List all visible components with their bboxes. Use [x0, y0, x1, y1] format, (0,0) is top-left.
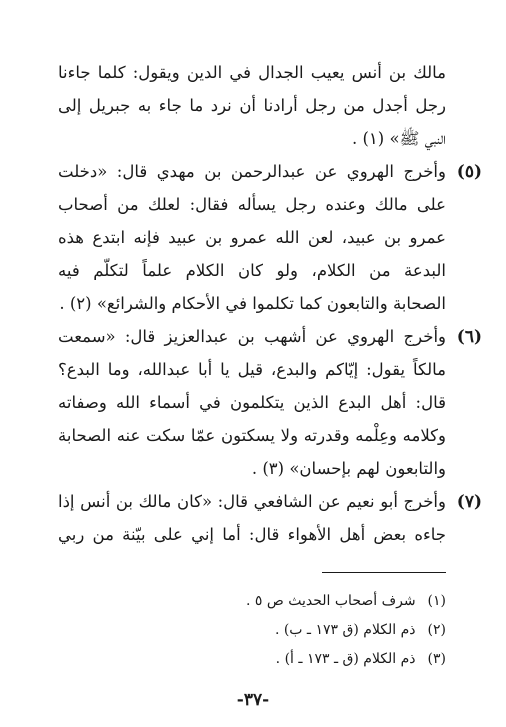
- footnote-separator: [322, 572, 446, 573]
- footnote: [58, 647, 446, 671]
- body-text-line: قال: أهل البدع الذين يتكلمون في أسماء الله وصفاته: [58, 393, 446, 412]
- body-text-line: وأخرج أبو نعيم عن الشافعي قال: «كان مالك بن أنس إذا: [58, 492, 446, 511]
- footnote: [58, 589, 446, 613]
- body-text-line: وكلامه وعِلْمه وقدرته ولا يسكتون عمّا سكت عنه الصحابة: [58, 426, 446, 445]
- body-text-line: البدعة من الكلام، ولو كان الكلام علماً لتكلّم فيه: [58, 261, 446, 280]
- body-text-line: رجل أجدل من رجل أرادنا أن نرد ما جاء به جبريل إلى: [58, 96, 446, 115]
- body-text-line: والتابعون لهم بإحسان» (٣) .: [251, 459, 446, 478]
- body-text-line: النبي ﷺ» (١) .: [351, 129, 446, 148]
- footnote-number: (٣): [427, 651, 446, 667]
- paragraph-number: (٧): [456, 492, 482, 512]
- body-text-line: على مالك وعنده رجل يسأله فقال: لعلك من أصحاب: [58, 195, 446, 214]
- body-text-line: جاءه بعض أهل الأهواء قال: أما إني على بيّنة من ربي: [58, 525, 446, 544]
- footnote-number: (١): [427, 593, 446, 609]
- body-text-line: الصحابة والتابعون كما تكلموا في الأحكام والشرائع» (٢) .: [59, 294, 446, 313]
- footnote-number: (٢): [427, 622, 446, 638]
- footnote-text: شرف أصحاب الحديث ص ٥ .: [245, 593, 416, 609]
- footnote-text: ذم الكلام (ق ١٧٣ ـ ب) .: [274, 622, 416, 638]
- body-text-line: وأخرج الهروي عن عبدالرحمن بن مهدي قال: «دخلت: [58, 162, 446, 181]
- body-text-line: وأخرج الهروي عن أشهب بن عبدالعزيز قال: «سمعت: [58, 327, 446, 346]
- paragraph-number: (٦): [456, 327, 482, 347]
- page-number: -٣٧-: [236, 690, 270, 710]
- footnote: [58, 618, 446, 642]
- body-text-line: مالكاً يقول: إيّاكم والبدع، قيل يا أبا عبدالله، وما البدع؟: [58, 360, 446, 379]
- body-text-line: مالك بن أنس يعيب الجدال في الدين ويقول: كلما جاءنا: [58, 63, 446, 82]
- footnote-text: ذم الكلام (ق ـ ١٧٣ ـ أ) .: [275, 651, 416, 667]
- body-text-line: عمرو بن عبيد، لعن الله عمرو بن عبيد فإنه ابتدع هذه: [58, 228, 446, 247]
- paragraph-number: (٥): [456, 162, 482, 182]
